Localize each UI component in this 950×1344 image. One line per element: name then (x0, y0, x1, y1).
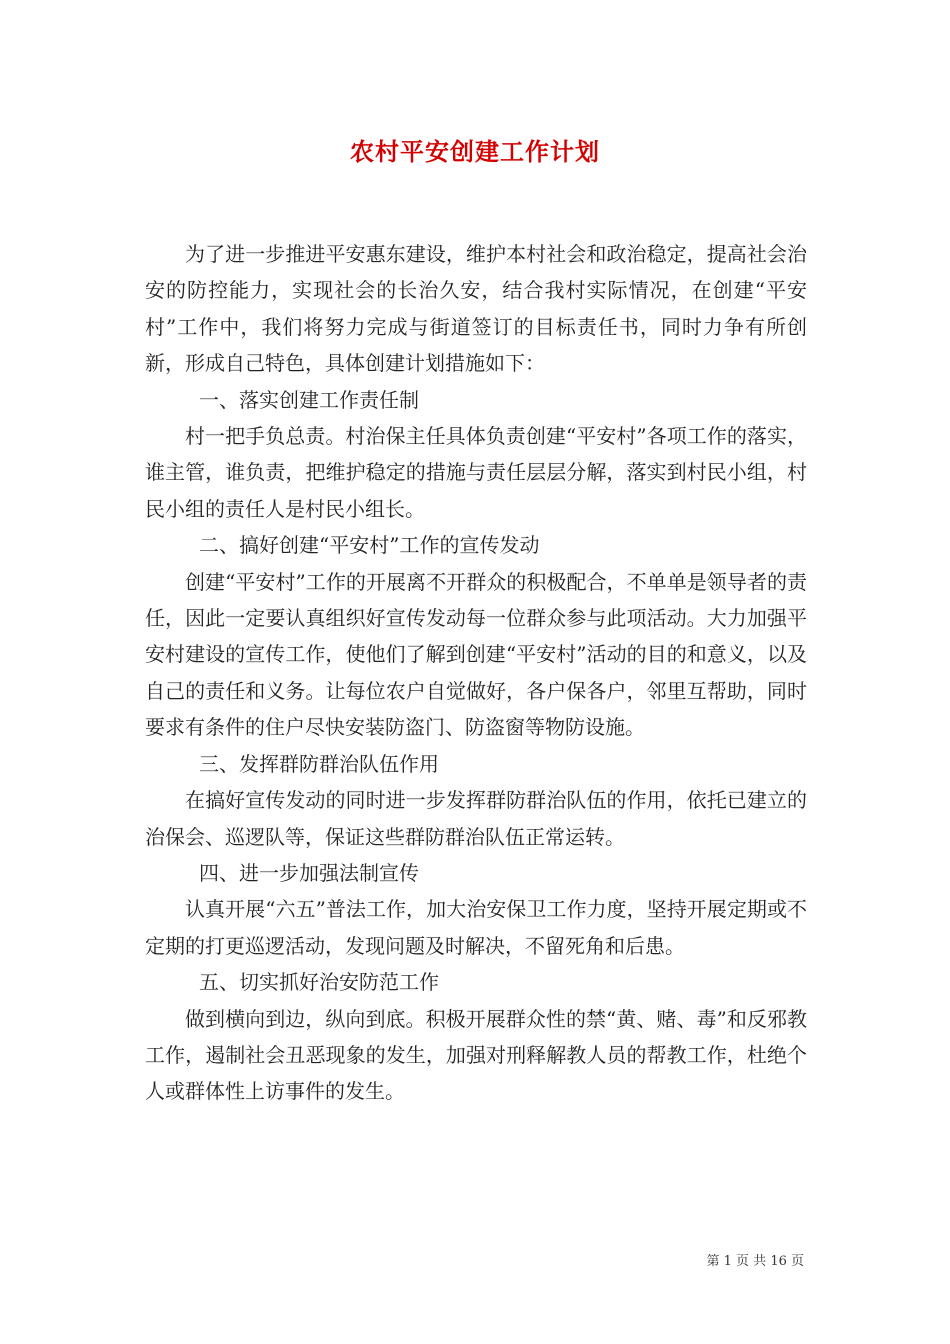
section-paragraph-1: 村一把手负总责。村治保主任具体负责创建“平安村”各项工作的落实，谁主管，谁负责，把维护稳定的措施与责任层层分解，落实到村民小组，村民小组的责任人是村民小组长。 (145, 424, 807, 521)
document-body (145, 236, 807, 1110)
section-paragraph-2: 创建“平安村”工作的开展离不开群众的积极配合，不单单是领导者的责任，因此一定要认真组织好宣传发动每一位群众参与此项活动。大力加强平安村建设的宣传工作，使他们了解到创建“平安村”活动的目的和意义，以及自己的责任和义务。让每位农户自觉做好，各户保各户，邻里互帮助，同时要求有条件的住户尽快安装防盗门、防盗窗等物防设施。 (145, 569, 807, 740)
page-number: 第 1 页 共 16 页 (706, 1254, 804, 1269)
section-heading-4: 四、进一步加强法制宣传 (199, 860, 419, 885)
section-heading-2: 二、搞好创建“平安村”工作的宣传发动 (199, 533, 540, 558)
section-paragraph-5: 做到横向到边，纵向到底。积极开展群众性的禁“黄、赌、毒”和反邪教工作，遏制社会丑恶现象的发生，加强对刑释解教人员的帮教工作，杜绝个人或群体性上访事件的发生。 (145, 1006, 807, 1104)
section-paragraph-4: 认真开展“六五”普法工作，加大治安保卫工作力度，坚持开展定期或不定期的打更巡逻活动，发现问题及时解决，不留死角和后患。 (145, 897, 807, 958)
intro-paragraph: 为了进一步推进平安惠东建设，维护本村社会和政治稳定，提高社会治安的防控能力，实现社会的长治久安，结合我村实际情况，在创建“平安村”工作中，我们将努力完成与街道签订的目标责任书，同时力争有所创新，形成自己特色，具体创建计划措施如下： (145, 242, 807, 376)
section-heading-1: 一、落实创建工作责任制 (199, 387, 419, 412)
section-heading-5: 五、切实抓好治安防范工作 (199, 970, 439, 995)
section-paragraph-3: 在搞好宣传发动的同时进一步发挥群防群治队伍的作用，依托已建立的治保会、巡逻队等，保证这些群防群治队伍正常运转。 (145, 788, 807, 849)
section-heading-3: 三、发挥群防群治队伍作用 (199, 751, 439, 776)
document-title: 农村平安创建工作计划 (350, 137, 600, 166)
